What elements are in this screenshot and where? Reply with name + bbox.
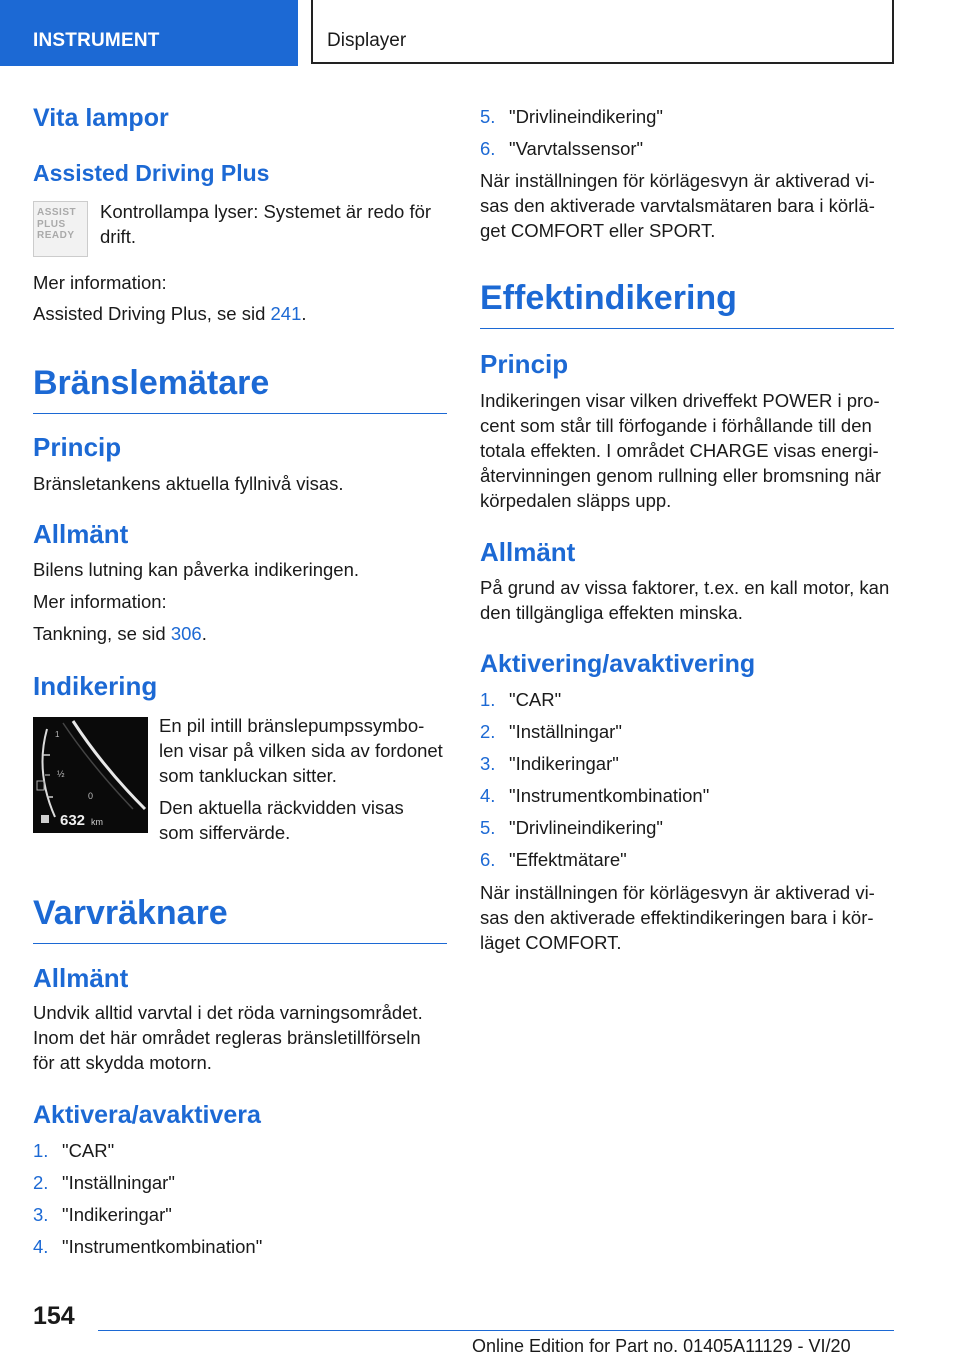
allmant-3-text — [480, 575, 894, 625]
section-tab — [0, 0, 298, 66]
cont-para — [480, 168, 894, 243]
icon-text: PLUS — [37, 218, 66, 230]
list-num: 3. — [480, 753, 496, 774]
list-item — [33, 1234, 262, 1259]
heading-effektindikering: Effektindikering — [480, 279, 894, 329]
list-text: "Varvtalssensor" — [509, 138, 644, 159]
list-item — [33, 1138, 114, 1163]
assisted-desc-line-1: Kontrollampa lyser: Systemet är redo för — [100, 201, 432, 222]
heading-assisted-driving: Assisted Driving Plus — [33, 160, 270, 186]
tank-ref-dot: . — [201, 623, 207, 644]
list-text: "Inställningar" — [62, 1172, 175, 1193]
list-text: "Drivlineindikering" — [509, 106, 663, 127]
list-item — [480, 687, 561, 712]
cont-para-line: get COMFORT eller SPORT. — [480, 220, 716, 241]
indikering-text-2 — [159, 795, 459, 845]
princip-line: cent som står till förfogande i förhållande till den — [480, 415, 872, 436]
chapter-title: Displayer — [327, 30, 407, 51]
list-item — [480, 104, 663, 129]
princip-line: totala effekten. I området CHARGE visas energi- — [480, 440, 879, 461]
assisted-desc — [100, 199, 450, 249]
heading-vita-lampor: Vita lampor — [33, 104, 169, 132]
section-title: INSTRUMENT — [33, 30, 160, 51]
list-item — [480, 719, 622, 744]
list-num: 5. — [480, 106, 496, 127]
allmant-3-line: den tillgängliga effekten minska. — [480, 602, 743, 623]
list-item — [33, 1202, 172, 1227]
indikering-line: En pil intill bränslepumpssymbo- — [159, 715, 425, 736]
allmant-3-line: På grund av vissa faktorer, t.ex. en kall motor, kan — [480, 577, 890, 598]
list-num: 2. — [480, 721, 496, 742]
list-num: 3. — [33, 1204, 49, 1225]
list-num: 6. — [480, 138, 496, 159]
tank-ref — [33, 621, 447, 646]
edition-text: Online Edition for Part no. 01405A11129 - VI/20 — [472, 1336, 851, 1356]
gauge-tick-half: ½ — [57, 769, 65, 779]
icon-text: ASSIST — [37, 207, 77, 218]
list-num: 2. — [33, 1172, 49, 1193]
list-text: "CAR" — [62, 1140, 115, 1161]
list-text: "Effektmätare" — [509, 849, 627, 870]
mer-info-1: Mer information: — [33, 272, 167, 293]
heading-varvraknare: Varvräknare — [33, 894, 447, 944]
tank-ref-text: Tankning, se sid — [33, 623, 171, 644]
allmant-1-text: Bilens lutning kan påverka indikeringen. — [33, 559, 360, 580]
list-item — [480, 751, 619, 776]
list-text: "Inställningar" — [509, 721, 622, 742]
chapter-tab — [311, 0, 894, 64]
assisted-ref-dot: . — [301, 303, 307, 324]
list-text: "Indikeringar" — [509, 753, 619, 774]
list-item — [480, 847, 627, 872]
assisted-ref — [33, 301, 447, 326]
list-item — [33, 1170, 175, 1195]
heading-aktivera: Aktivera/avaktivera — [33, 1101, 261, 1129]
heading-branslematare: Bränslemätare — [33, 364, 447, 414]
tank-page-link[interactable]: 306 — [170, 623, 202, 644]
list-item — [480, 783, 709, 808]
page-number: 154 — [33, 1302, 75, 1330]
assisted-desc-line-2: drift. — [100, 226, 136, 247]
allmant-2-text — [33, 1000, 447, 1075]
list-item — [480, 815, 663, 840]
heading-princip-1: Princip — [33, 432, 122, 462]
list-text: "CAR" — [509, 689, 562, 710]
list-text: "Instrumentkombination" — [509, 785, 710, 806]
gauge-tick-1: 1 — [55, 730, 60, 739]
heading-allmant-2: Allmänt — [33, 963, 129, 993]
mer-info-2: Mer information: — [33, 591, 167, 612]
heading-princip-2: Princip — [480, 349, 569, 379]
indikering-text-1 — [159, 713, 459, 788]
list-num: 6. — [480, 849, 496, 870]
indikering-line: len visar på vilken sida av fordonet — [159, 740, 443, 761]
allmant-2-line: för att skydda motorn. — [33, 1052, 212, 1073]
list-num: 5. — [480, 817, 496, 838]
princip-1-text: Bränsletankens aktuella fyllnivå visas. — [33, 473, 344, 494]
list-num: 1. — [480, 689, 496, 710]
fuel-pump-icon — [41, 815, 49, 823]
list-text: "Instrumentkombination" — [62, 1236, 263, 1257]
end-para-line: När inställningen för körlägesvyn är aktiverad vi- — [480, 882, 875, 903]
assisted-driving-icon — [33, 201, 88, 257]
princip-line: återvinningen genom rullning eller bromsning när — [480, 465, 882, 486]
heading-aktivering: Aktivering/avaktivering — [480, 650, 756, 678]
princip-2-text — [480, 388, 894, 513]
allmant-2-line: Undvik alltid varvtal i det röda varningsområdet. — [33, 1002, 423, 1023]
heading-allmant-1: Allmänt — [33, 519, 129, 549]
list-text: "Drivlineindikering" — [509, 817, 663, 838]
fuel-gauge-image — [33, 717, 148, 833]
icon-text: READY — [37, 230, 75, 241]
end-para-line: läget COMFORT. — [480, 932, 622, 953]
princip-line: körpedalen släpps upp. — [480, 490, 672, 511]
heading-indikering: Indikering — [33, 671, 158, 701]
list-item — [480, 136, 643, 161]
list-text: "Indikeringar" — [62, 1204, 172, 1225]
assisted-page-link[interactable]: 241 — [270, 303, 302, 324]
list-num: 4. — [33, 1236, 49, 1257]
list-num: 4. — [480, 785, 496, 806]
princip-line: Indikeringen visar vilken driveffekt POWER i pro- — [480, 390, 880, 411]
allmant-2-line: Inom det här området regleras bränsletillförseln — [33, 1027, 421, 1048]
gauge-tick-0: 0 — [88, 791, 94, 801]
list-num: 1. — [33, 1140, 49, 1161]
cont-para-line: sas den aktiverade varvtalsmätaren bara i körlä- — [480, 195, 875, 216]
range-unit: km — [91, 817, 103, 827]
end-para — [480, 880, 894, 955]
footer-divider — [98, 1330, 894, 1331]
range-value: 632 — [60, 812, 86, 829]
assisted-ref-text: Assisted Driving Plus, se sid — [33, 303, 271, 324]
end-para-line: sas den aktiverade effektindikeringen bara i kör- — [480, 907, 874, 928]
cont-para-line: När inställningen för körlägesvyn är aktiverad vi- — [480, 170, 875, 191]
indikering-line: Den aktuella räckvidden visas — [159, 797, 404, 818]
indikering-line: som tankluckan sitter. — [159, 765, 337, 786]
indikering-line: som siffervärde. — [159, 822, 291, 843]
heading-allmant-3: Allmänt — [480, 537, 576, 567]
